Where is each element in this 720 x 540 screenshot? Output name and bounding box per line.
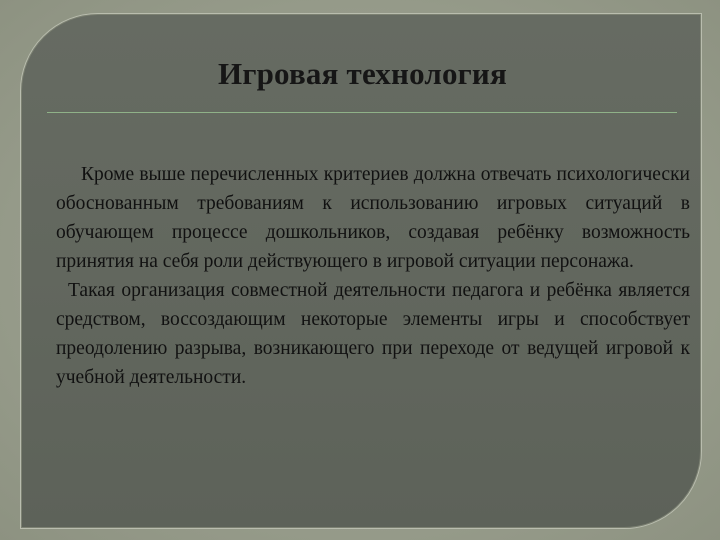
paragraph-2: Такая организация совместной деятельности педагога и ребёнка является средством, воссоздающим некоторые элементы игры и способствует преодолению разрыва, возникающего при переходе от ведущей игровой к учебной деятельности.: [56, 280, 690, 388]
title-divider: [47, 112, 677, 113]
slide-body: [56, 160, 690, 392]
slide-title: Игровая технология: [218, 56, 507, 91]
paragraph-1: Кроме выше перечисленных критериев должна отвечать психологически обоснованным требованиям к использованию игровых ситуаций в обучающем процессе дошкольников, создавая ребёнку возможность принятия на себя роли действующего в игровой ситуации персонажа.: [56, 164, 690, 272]
